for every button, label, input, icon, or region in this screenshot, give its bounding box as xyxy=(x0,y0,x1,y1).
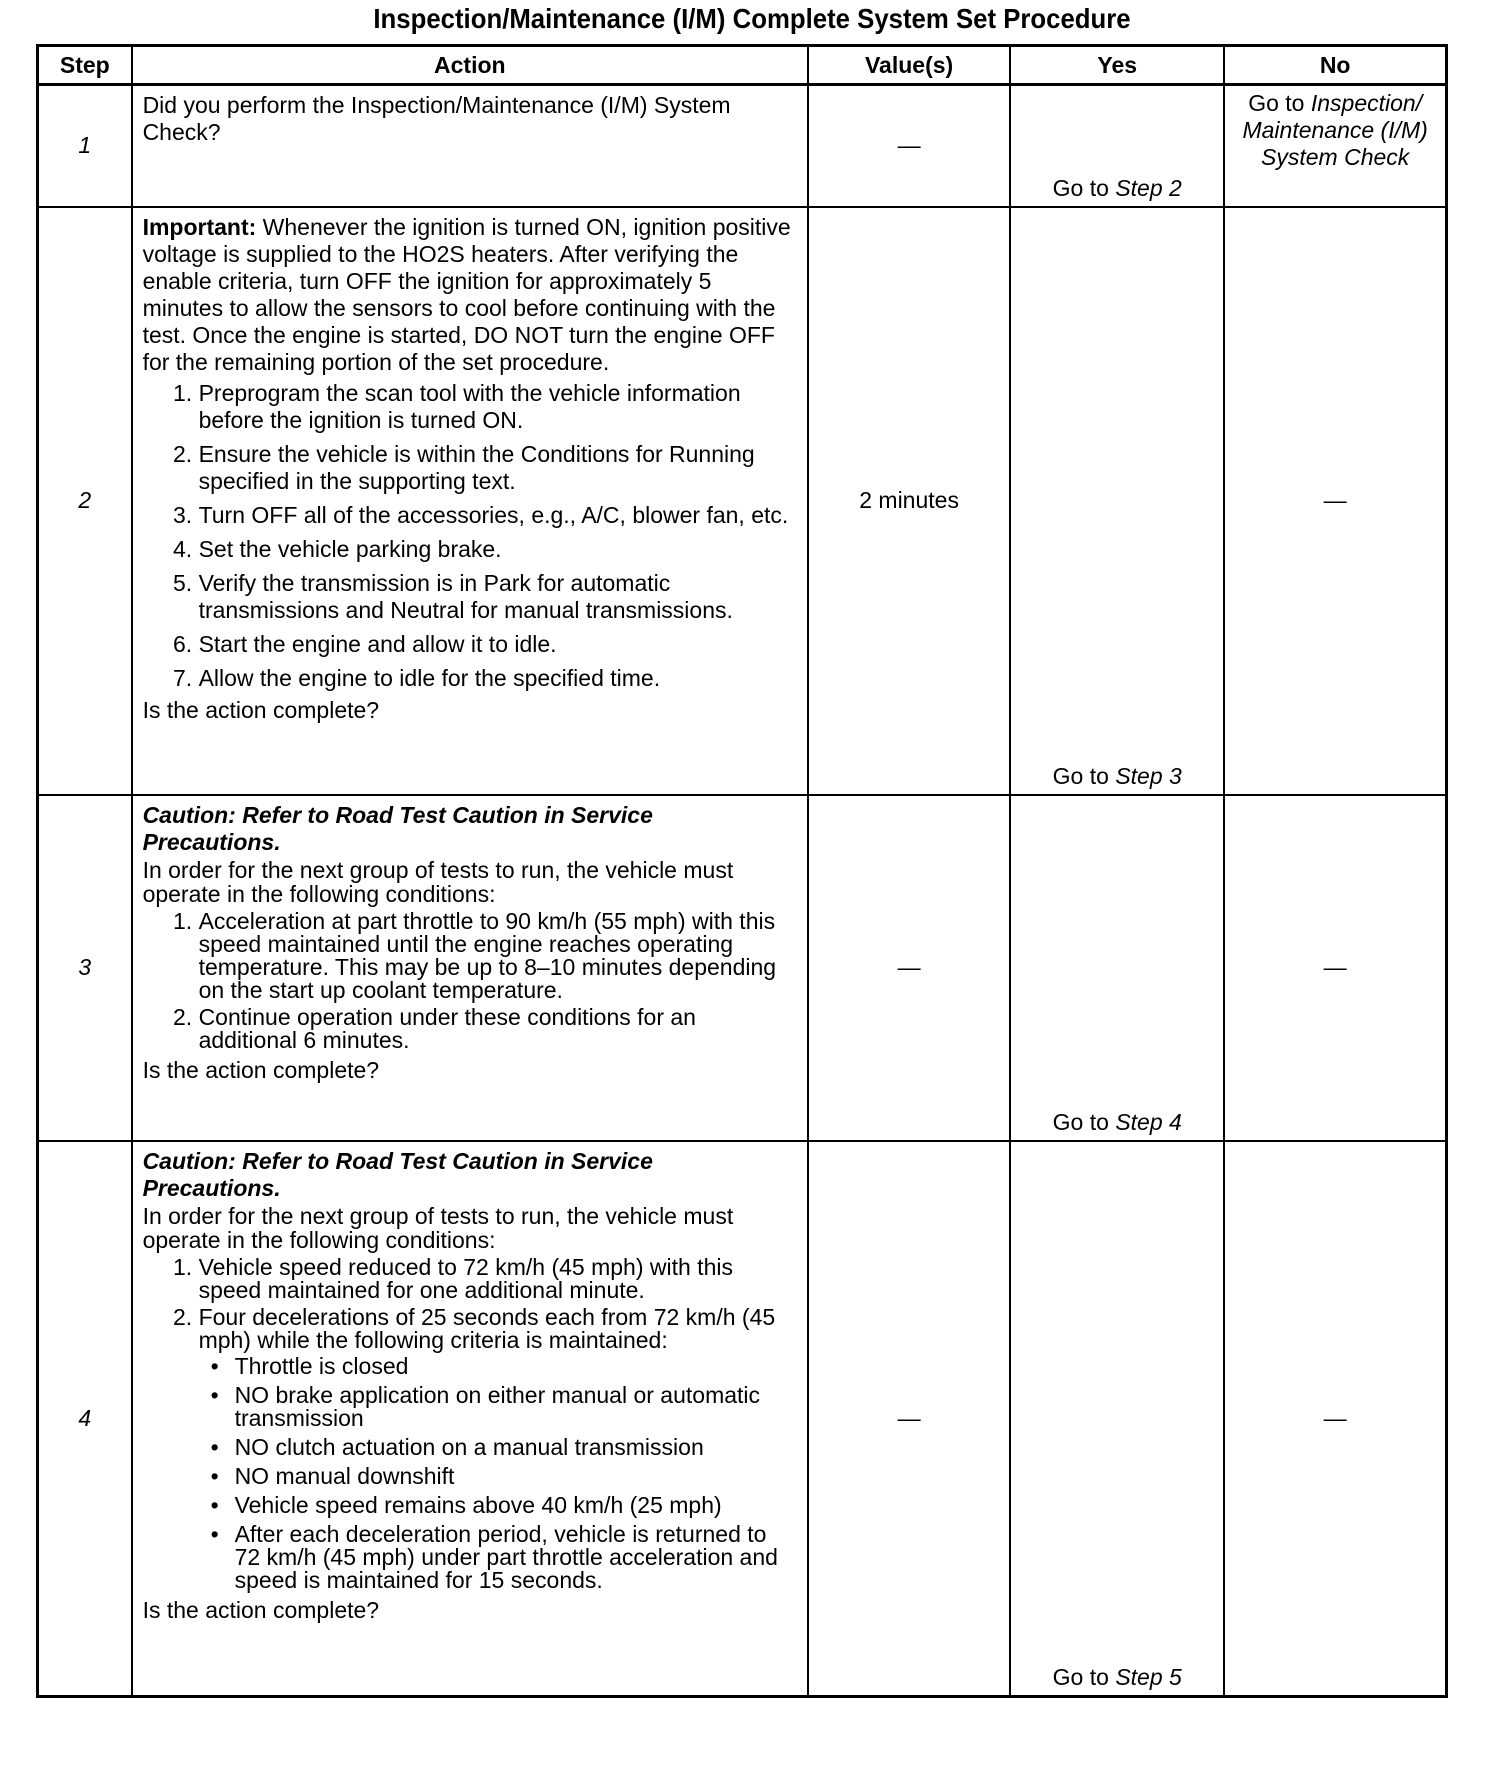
list-item: 2. Continue operation under these conditions for an additional 6 minutes. xyxy=(199,1006,797,1052)
yes-cell xyxy=(1010,85,1224,207)
yes-prefix: Go to xyxy=(1052,1664,1116,1690)
value-cell: — xyxy=(808,85,1010,207)
page-title: Inspection/Maintenance (I/M) Complete System Set Procedure xyxy=(373,3,1131,34)
list-item: 4. Set the vehicle parking brake. xyxy=(199,536,797,563)
caution-note: Caution: Refer to Road Test Caution in Service Precautions. xyxy=(142,801,653,855)
no-target-link: Inspection/ Maintenance (I/M) System Check xyxy=(1242,90,1428,170)
table-row xyxy=(38,1141,1447,1697)
step-number: 4 xyxy=(38,1141,132,1697)
table-row xyxy=(38,85,1447,207)
no-cell: — xyxy=(1224,795,1446,1141)
header-action: Action xyxy=(132,46,808,85)
yes-step-link: Step 2 xyxy=(1115,174,1182,201)
action-intro: In order for the next group of tests to run, the vehicle must operate in the following conditions: xyxy=(142,1202,734,1253)
action-question: Is the action complete? xyxy=(142,696,380,723)
bullet-item: • Vehicle speed remains above 40 km/h (25 mph) xyxy=(235,1494,797,1517)
step-number: 1 xyxy=(38,85,132,207)
list-item: 1. Acceleration at part throttle to 90 km/h (55 mph) with this speed maintained until the engine reaches operating temperature. This may be up to 8–10 minutes depending on the start up coolant temperature. xyxy=(199,910,797,1002)
no-cell: — xyxy=(1224,1141,1446,1697)
header-no: No xyxy=(1224,46,1446,85)
action-cell xyxy=(132,207,808,795)
procedure-table xyxy=(36,44,1448,1698)
no-cell: — xyxy=(1224,207,1446,795)
list-item: 1. Preprogram the scan tool with the vehicle information before the ignition is turned ON. xyxy=(199,380,797,434)
action-cell xyxy=(132,85,808,207)
yes-cell xyxy=(1010,795,1224,1141)
list-item: 5. Verify the transmission is in Park for automatic transmissions and Neutral for manual transmissions. xyxy=(199,570,797,624)
list-item xyxy=(198,1303,797,1593)
action-intro: In order for the next group of tests to run, the vehicle must operate in the following conditions: xyxy=(142,856,734,907)
bullet-item: • NO clutch actuation on a manual transmission xyxy=(235,1436,797,1459)
step-number: 3 xyxy=(38,795,132,1141)
no-cell xyxy=(1224,85,1446,207)
action-question: Did you perform the Inspection/Maintenance (I/M) System Check? xyxy=(142,92,731,145)
caution-note: Caution: Refer to Road Test Caution in Service Precautions. xyxy=(142,1147,653,1201)
action-question: Is the action complete? xyxy=(142,1596,380,1623)
yes-cell xyxy=(1010,1141,1224,1697)
action-question: Is the action complete? xyxy=(142,1056,380,1083)
yes-prefix: Go to xyxy=(1052,1108,1116,1135)
criteria-list xyxy=(199,1352,797,1593)
header-step: Step xyxy=(38,46,132,85)
list-item-text: Four decelerations of 25 seconds each from 72 km/h (45 mph) while the following criteria is maintained: xyxy=(198,1303,776,1353)
value-cell: 2 minutes xyxy=(808,207,1010,795)
yes-prefix: Go to xyxy=(1052,174,1116,201)
bullet-item: • NO brake application on either manual or automatic transmission xyxy=(235,1384,797,1430)
list-item: 6. Start the engine and allow it to idle. xyxy=(199,631,797,658)
important-text: Whenever the ignition is turned ON, ignition positive voltage is supplied to the HO2S heaters. After verifying the enable criteria, turn OFF the ignition for approximately 5 minutes to allow the sensors to cool before continuing with the test. Once the engine is started, DO NOT turn the engine OFF for the remaining portion of the set procedure. xyxy=(142,213,791,375)
bullet-item: • NO manual downshift xyxy=(235,1465,797,1488)
header-row xyxy=(38,46,1447,85)
yes-cell xyxy=(1010,207,1224,795)
action-cell xyxy=(132,1141,808,1697)
action-steps-list xyxy=(143,907,797,1053)
list-item: 3. Turn OFF all of the accessories, e.g., A/C, blower fan, etc. xyxy=(199,502,797,529)
bullet-item: • After each deceleration period, vehicle is returned to 72 km/h (45 mph) under part throttle acceleration and speed is maintained for 15 seconds. xyxy=(235,1523,797,1592)
value-cell: — xyxy=(808,1141,1010,1697)
yes-prefix: Go to xyxy=(1052,762,1116,789)
table-row xyxy=(38,207,1447,795)
list-item: 2. Ensure the vehicle is within the Conditions for Running specified in the supporting text. xyxy=(199,441,797,495)
value-cell: — xyxy=(808,795,1010,1141)
yes-step-link: Step 4 xyxy=(1115,1108,1182,1135)
step-number: 2 xyxy=(38,207,132,795)
yes-step-link: Step 5 xyxy=(1115,1664,1182,1690)
table-row xyxy=(38,795,1447,1141)
header-values: Value(s) xyxy=(808,46,1010,85)
important-label: Important: xyxy=(142,213,257,240)
list-item: 7. Allow the engine to idle for the specified time. xyxy=(199,665,797,692)
action-steps-list xyxy=(143,1253,797,1593)
important-note xyxy=(143,214,797,376)
action-steps-list xyxy=(143,380,797,692)
action-cell xyxy=(132,795,808,1141)
bullet-item: • Throttle is closed xyxy=(235,1355,797,1378)
header-yes: Yes xyxy=(1010,46,1224,85)
list-item: 1. Vehicle speed reduced to 72 km/h (45 mph) with this speed maintained for one additional minute. xyxy=(199,1256,797,1302)
yes-step-link: Step 3 xyxy=(1115,762,1182,789)
no-prefix: Go to xyxy=(1248,90,1311,116)
